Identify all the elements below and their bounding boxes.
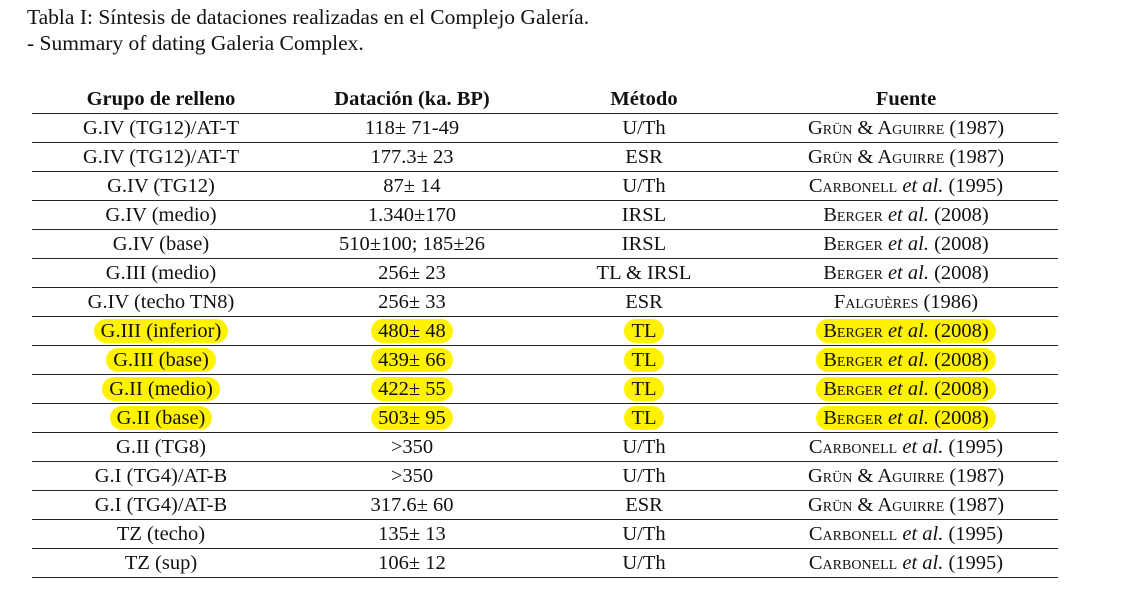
cell-grupo [32,143,290,172]
cell-datacion-text: 118± 71-49 [364,116,460,139]
header-metodo: Método [534,86,754,114]
table-row [32,404,1058,433]
cell-fuente [754,317,1058,346]
table-row [32,491,1058,520]
fuente-etal: et al. [887,261,929,284]
table-row [32,288,1058,317]
fuente-author: Berger [823,203,883,226]
cell-datacion-text: >350 [390,435,434,458]
fuente-year: (1995) [948,435,1004,458]
cell-grupo [32,549,290,578]
cell-grupo-text: G.IV (techo TN8) [87,290,235,313]
table-row [32,375,1058,404]
cell-metodo [534,375,754,404]
fuente-year: (1995) [948,522,1004,545]
cell-fuente [754,230,1058,259]
fuente-etal: et al. [902,435,944,458]
cell-datacion-text: 480± 48 [371,319,453,343]
cell-metodo [534,520,754,549]
cell-grupo [32,317,290,346]
fuente-year: (1986) [923,290,979,313]
cell-grupo [32,288,290,317]
cell-fuente [754,172,1058,201]
cell-datacion [290,230,534,259]
fuente-year: (1995) [948,551,1004,574]
cell-datacion-text: 106± 12 [378,551,446,574]
cell-datacion-text: 422± 55 [371,377,453,401]
fuente-etal: et al. [887,319,929,342]
fuente-year: (2008) [934,406,989,429]
fuente-citation [834,291,978,313]
cell-metodo [534,230,754,259]
cell-fuente [754,375,1058,404]
cell-metodo [534,346,754,375]
fuente-year: (1987) [949,464,1005,487]
fuente-author: Falguères [833,290,919,313]
fuente-year: (1995) [948,174,1004,197]
table-row [32,230,1058,259]
fuente-citation [809,552,1003,574]
cell-grupo [32,230,290,259]
cell-metodo [534,317,754,346]
fuente-citation [808,494,1004,516]
header-grupo: Grupo de relleno [32,86,290,114]
fuente-citation [823,233,988,255]
cell-metodo-text: U/Th [622,464,666,487]
fuente-citation [808,465,1004,487]
cell-grupo [32,491,290,520]
fuente-author: Grün & Aguirre [807,145,945,168]
fuente-author: Grün & Aguirre [807,464,945,487]
cell-fuente [754,520,1058,549]
cell-metodo [534,462,754,491]
table-caption [27,4,589,56]
cell-grupo-text: G.IV (TG12)/AT-T [82,145,239,168]
cell-metodo-text: TL [624,377,663,401]
fuente-author: Berger [823,261,883,284]
cell-grupo [32,172,290,201]
cell-metodo [534,433,754,462]
fuente-year: (2008) [934,232,989,255]
cell-grupo-text: TZ (sup) [124,551,198,574]
cell-metodo-text: U/Th [622,551,666,574]
cell-datacion [290,346,534,375]
table-row [32,201,1058,230]
cell-metodo-text: TL [624,348,663,372]
fuente-author: Berger [823,319,883,342]
table-row [32,143,1058,172]
cell-grupo-text: G.I (TG4)/AT-B [94,464,228,487]
cell-datacion-text: 439± 66 [371,348,453,372]
caption-subtitle: - Summary of dating Galeria Complex. [27,31,364,55]
cell-grupo-text: G.II (TG8) [116,435,206,458]
fuente-year: (1987) [949,493,1005,516]
cell-fuente [754,114,1058,143]
cell-grupo [32,520,290,549]
cell-datacion [290,201,534,230]
cell-datacion [290,172,534,201]
cell-metodo [534,288,754,317]
cell-grupo-text: G.IV (base) [112,232,210,255]
cell-metodo-text: TL & IRSL [596,261,692,284]
cell-metodo [534,143,754,172]
cell-datacion-text: 135± 13 [378,522,446,545]
fuente-etal: et al. [902,174,944,197]
fuente-year: (1987) [949,116,1005,139]
fuente-etal: et al. [902,551,944,574]
table-row [32,549,1058,578]
cell-grupo-text: G.II (medio) [102,377,220,401]
fuente-citation [823,262,988,284]
cell-datacion [290,375,534,404]
cell-metodo-text: TL [624,406,663,430]
table-row [32,520,1058,549]
cell-datacion [290,259,534,288]
cell-metodo [534,549,754,578]
fuente-year: (2008) [934,203,989,226]
table-body [32,114,1058,578]
fuente-author: Berger [823,232,883,255]
caption-title: Tabla I: Síntesis de dataciones realizadas en el Complejo Galería. [27,5,590,29]
cell-datacion [290,317,534,346]
cell-metodo [534,201,754,230]
cell-grupo-text: G.III (inferior) [94,319,229,343]
cell-datacion-text: 256± 23 [378,261,446,284]
fuente-etal: et al. [887,203,929,226]
cell-metodo-text: U/Th [622,435,666,458]
cell-metodo-text: ESR [625,290,663,313]
cell-fuente [754,143,1058,172]
cell-grupo-text: G.I (TG4)/AT-B [94,493,228,516]
cell-fuente [754,404,1058,433]
table-row [32,433,1058,462]
cell-datacion-text: 317.6± 60 [370,493,454,516]
cell-fuente [754,346,1058,375]
cell-metodo [534,404,754,433]
cell-metodo [534,114,754,143]
cell-datacion [290,491,534,520]
cell-datacion [290,462,534,491]
dating-table [32,86,1058,578]
fuente-etal: et al. [902,522,944,545]
cell-grupo [32,462,290,491]
cell-grupo-text: TZ (techo) [116,522,206,545]
cell-datacion-text: 510±100; 185±26 [338,232,486,255]
header-fuente: Fuente [754,86,1058,114]
fuente-author: Carbonell [808,435,898,458]
cell-datacion [290,433,534,462]
cell-metodo-text: IRSL [621,232,667,255]
cell-grupo-text: G.IV (medio) [105,203,217,226]
cell-datacion [290,404,534,433]
cell-datacion-text: 177.3± 23 [370,145,454,168]
fuente-citation [816,377,995,401]
table-row [32,317,1058,346]
cell-datacion [290,288,534,317]
fuente-year: (1987) [949,145,1005,168]
cell-datacion [290,143,534,172]
fuente-author: Berger [823,377,883,400]
cell-metodo [534,491,754,520]
fuente-citation [823,204,988,226]
cell-grupo [32,201,290,230]
cell-fuente [754,549,1058,578]
table-row [32,259,1058,288]
cell-fuente [754,462,1058,491]
cell-grupo-text: G.III (medio) [105,261,217,284]
table-row [32,346,1058,375]
cell-grupo-text: G.II (base) [110,406,213,430]
cell-datacion-text: 87± 14 [383,174,441,197]
table-row [32,462,1058,491]
cell-fuente [754,491,1058,520]
fuente-etal: et al. [887,406,929,429]
cell-grupo [32,433,290,462]
fuente-year: (2008) [934,348,989,371]
cell-grupo-text: G.IV (TG12) [107,174,215,197]
fuente-citation [809,523,1003,545]
fuente-author: Berger [823,406,883,429]
cell-datacion [290,520,534,549]
header-datacion: Datación (ka. BP) [290,86,534,114]
cell-metodo-text: U/Th [622,174,666,197]
cell-fuente [754,259,1058,288]
cell-datacion [290,114,534,143]
fuente-author: Grün & Aguirre [807,493,945,516]
cell-grupo-text: G.IV (TG12)/AT-T [82,116,239,139]
fuente-author: Grün & Aguirre [807,116,945,139]
fuente-citation [816,348,995,372]
table-header-row [32,86,1058,114]
fuente-citation [808,146,1004,168]
cell-datacion-text: 1.340±170 [367,203,457,226]
fuente-author: Carbonell [808,551,898,574]
cell-grupo [32,259,290,288]
cell-metodo-text: U/Th [622,522,666,545]
table-row [32,172,1058,201]
fuente-year: (2008) [934,377,989,400]
cell-datacion-text: 503± 95 [371,406,453,430]
cell-metodo [534,172,754,201]
fuente-year: (2008) [934,319,989,342]
fuente-etal: et al. [887,377,929,400]
cell-grupo [32,346,290,375]
cell-datacion [290,549,534,578]
fuente-citation [816,406,995,430]
fuente-author: Carbonell [808,174,898,197]
cell-datacion-text: >350 [390,464,434,487]
cell-grupo-text: G.III (base) [106,348,216,372]
cell-metodo-text: ESR [625,493,663,516]
cell-grupo [32,114,290,143]
cell-grupo [32,375,290,404]
cell-datacion-text: 256± 33 [378,290,446,313]
fuente-author: Berger [823,348,883,371]
cell-grupo [32,404,290,433]
cell-fuente [754,288,1058,317]
cell-metodo-text: TL [624,319,663,343]
cell-metodo [534,259,754,288]
fuente-year: (2008) [934,261,989,284]
fuente-etal: et al. [887,348,929,371]
fuente-citation [809,175,1003,197]
table-row [32,114,1058,143]
cell-fuente [754,201,1058,230]
cell-metodo-text: U/Th [622,116,666,139]
fuente-citation [808,117,1004,139]
cell-metodo-text: ESR [625,145,663,168]
fuente-author: Carbonell [808,522,898,545]
fuente-citation [816,319,995,343]
cell-metodo-text: IRSL [621,203,667,226]
fuente-etal: et al. [887,232,929,255]
fuente-citation [809,436,1003,458]
cell-fuente [754,433,1058,462]
